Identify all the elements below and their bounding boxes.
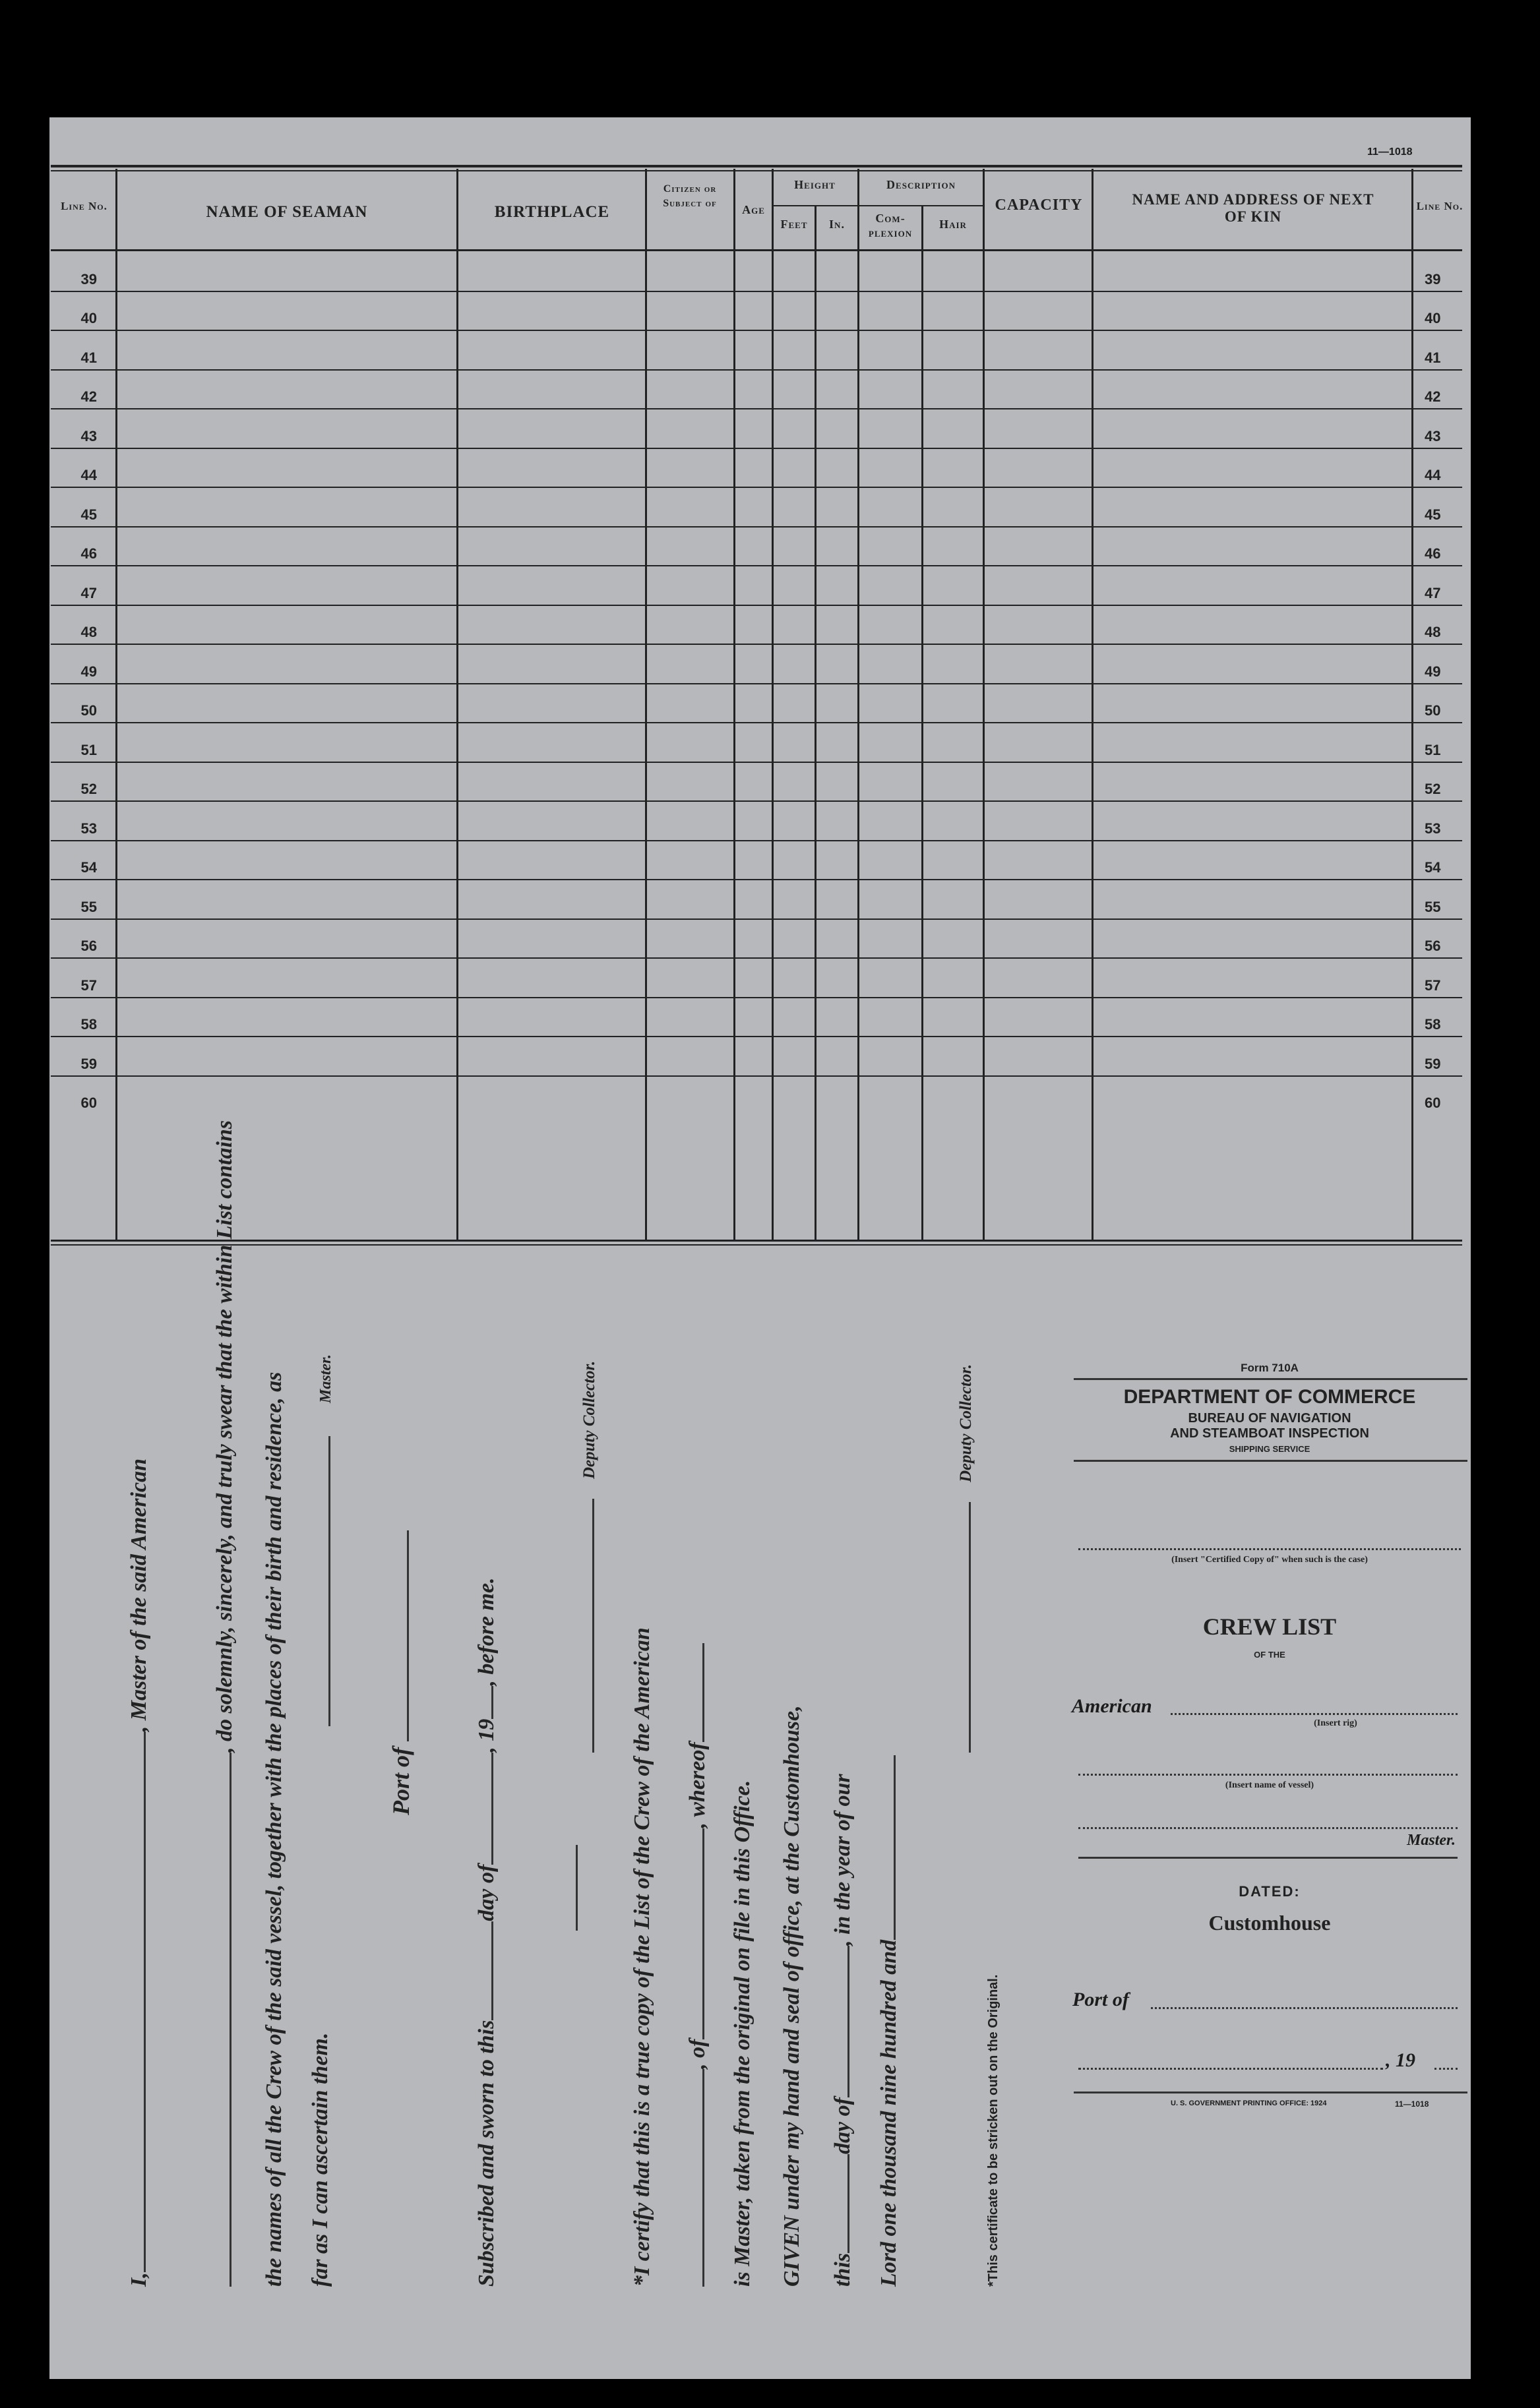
cert-deputy-line bbox=[950, 1364, 977, 1753]
cover-printer: U. S. GOVERNMENT PRINTING OFFICE: 1924 bbox=[1171, 2099, 1327, 2107]
cover-department: DEPARTMENT OF COMMERCE bbox=[1123, 1386, 1416, 1408]
table-row bbox=[49, 998, 1467, 1038]
header-capacity: CAPACITY bbox=[995, 196, 1083, 214]
month-blank[interactable] bbox=[473, 1753, 493, 1865]
master-blank[interactable] bbox=[1078, 1827, 1458, 1829]
oath-line-3: the names of all the Crew of the said vessel, together with the places of their birth and residence, as bbox=[262, 1371, 286, 2287]
table-row bbox=[49, 1037, 1467, 1077]
cover-shipping-service: SHIPPING SERVICE bbox=[1229, 1444, 1310, 1454]
line-number-left: 48 bbox=[80, 624, 97, 640]
line-number-left: 46 bbox=[80, 545, 97, 562]
header-birthplace: BIRTHPLACE bbox=[494, 203, 610, 221]
cert-line-4: GIVEN under my hand and seal of office, at the Customhouse, bbox=[780, 1705, 804, 2287]
table-row bbox=[49, 684, 1467, 724]
cover-port-of: Port of bbox=[1072, 1989, 1129, 2010]
line-number-left: 52 bbox=[80, 781, 97, 797]
table-row bbox=[49, 841, 1467, 881]
oath-master-of-american: , Master of the said American bbox=[127, 1458, 151, 1732]
line-number-left: 44 bbox=[80, 467, 97, 483]
cert-port-blank[interactable] bbox=[684, 1828, 704, 2039]
table-row bbox=[49, 253, 1467, 292]
table-row bbox=[49, 723, 1467, 763]
cert-month-blank[interactable] bbox=[829, 1946, 849, 2097]
subscribed-text: Subscribed and sworn to this bbox=[474, 2020, 499, 2287]
line-number-right: 59 bbox=[1425, 1055, 1441, 1072]
day-of-text: day of bbox=[474, 1864, 499, 1921]
cover-american: American bbox=[1072, 1695, 1152, 1717]
cover-port-blank[interactable] bbox=[1151, 2007, 1458, 2009]
oath-i: I, bbox=[127, 2272, 151, 2287]
line-number-left: 60 bbox=[80, 1095, 97, 1111]
cert-whereof-text: , whereof bbox=[685, 1742, 710, 1828]
cover-of-the: OF THE bbox=[1254, 1650, 1285, 1660]
line-number-left: 54 bbox=[80, 859, 97, 876]
line-number-right: 57 bbox=[1425, 977, 1441, 994]
day-blank[interactable] bbox=[473, 1921, 493, 2020]
line-number-right: 46 bbox=[1425, 545, 1441, 562]
line-number-right: 44 bbox=[1425, 467, 1441, 483]
cert-line-5 bbox=[829, 1774, 855, 2287]
cert-footnote: *This certificate to be stricken out on the Original. bbox=[986, 1974, 1001, 2287]
master-label: Master. bbox=[317, 1354, 334, 1403]
oath-name-blank[interactable] bbox=[125, 1731, 146, 2272]
oath-swear-text: , do solemnly, sincerely, and truly swear that the within List contains bbox=[212, 1120, 237, 1753]
oath-deputy-line bbox=[574, 1361, 600, 1753]
cert-deputy-collector-label: Deputy Collector. bbox=[957, 1364, 975, 1482]
oath-divider bbox=[576, 1845, 578, 1931]
header-feet: Feet bbox=[780, 218, 808, 231]
year-blank[interactable] bbox=[473, 1686, 493, 1719]
cert-vessel-blank[interactable] bbox=[684, 2069, 704, 2287]
oath-line-1 bbox=[125, 1459, 152, 2287]
header-age: Age bbox=[742, 203, 765, 216]
line-number-left: 51 bbox=[80, 741, 97, 758]
line-number-right: 56 bbox=[1425, 938, 1441, 954]
port-blank[interactable] bbox=[388, 1530, 409, 1741]
cover-bureau-1: BUREAU OF NAVIGATION bbox=[1188, 1411, 1351, 1426]
cover-bureau-2: AND STEAMBOAT INSPECTION bbox=[1170, 1426, 1369, 1441]
cover-insert-vessel: (Insert name of vessel) bbox=[1225, 1780, 1314, 1790]
cover-top-rule bbox=[1074, 1378, 1467, 1380]
cover-dated: DATED: bbox=[1239, 1883, 1301, 1900]
cover-form-code: 11—1018 bbox=[1395, 2099, 1429, 2109]
vessel-name-blank[interactable] bbox=[1078, 1774, 1458, 1776]
table-row bbox=[49, 1077, 1467, 1116]
line-number-right: 53 bbox=[1425, 820, 1441, 837]
table-row bbox=[49, 292, 1467, 332]
master-signature-blank[interactable] bbox=[310, 1436, 330, 1726]
line-number-right: 39 bbox=[1425, 270, 1441, 287]
table-row bbox=[49, 606, 1467, 646]
cover-year-blank[interactable] bbox=[1434, 2068, 1458, 2070]
cover-insert-certified: (Insert "Certified Copy of" when such is the case) bbox=[1171, 1555, 1368, 1565]
deputy-collector-label: Deputy Collector. bbox=[580, 1360, 598, 1479]
oath-subscribed-line bbox=[473, 1577, 499, 2287]
cert-line-6 bbox=[875, 1755, 902, 2287]
cover-rule-2 bbox=[1074, 1460, 1467, 1462]
cert-master-blank[interactable] bbox=[684, 1643, 704, 1742]
header-hair: Hair bbox=[939, 218, 967, 231]
corner-form-number: 11—1018 bbox=[1367, 146, 1413, 158]
line-number-left: 49 bbox=[80, 663, 97, 680]
line-number-right: 41 bbox=[1425, 349, 1441, 366]
line-number-right: 45 bbox=[1425, 506, 1441, 523]
table-row bbox=[49, 488, 1467, 527]
cert-day-blank[interactable] bbox=[829, 2154, 849, 2253]
cert-day-of-text: day of bbox=[830, 2097, 855, 2154]
year-text: , 19 bbox=[474, 1718, 499, 1753]
cert-deputy-blank[interactable] bbox=[950, 1502, 971, 1753]
line-number-left: 55 bbox=[80, 898, 97, 915]
before-me-text: , before me. bbox=[474, 1577, 499, 1686]
line-number-left: 42 bbox=[80, 388, 97, 405]
cover-bottom-rule bbox=[1074, 2092, 1467, 2093]
line-number-left: 58 bbox=[80, 1016, 97, 1033]
rig-blank[interactable] bbox=[1171, 1713, 1458, 1715]
cover-year: , 19 bbox=[1386, 2049, 1415, 2071]
line-number-right: 60 bbox=[1425, 1095, 1441, 1111]
line-number-left: 53 bbox=[80, 820, 97, 837]
table-row bbox=[49, 331, 1467, 371]
header-complexion: Com-plexion bbox=[868, 212, 913, 239]
line-number-left: 43 bbox=[80, 427, 97, 444]
table-row bbox=[49, 409, 1467, 449]
deputy-signature-blank[interactable] bbox=[574, 1499, 594, 1753]
header-line-no: Line No. bbox=[61, 200, 108, 212]
port-of-label: Port of bbox=[388, 1747, 414, 1815]
line-number-left: 59 bbox=[80, 1055, 97, 1072]
table-row bbox=[49, 449, 1467, 489]
header-height: Height bbox=[794, 178, 836, 191]
header-name-of-seaman: NAME OF SEAMAN bbox=[206, 203, 368, 221]
table-row bbox=[49, 802, 1467, 841]
table-row bbox=[49, 566, 1467, 606]
table-top-border bbox=[51, 165, 1462, 167]
cert-line-2 bbox=[684, 1643, 710, 2287]
table-row bbox=[49, 645, 1467, 684]
line-number-left: 40 bbox=[80, 310, 97, 326]
table-row bbox=[49, 763, 1467, 802]
table-row bbox=[49, 920, 1467, 959]
oath-line-2 bbox=[211, 1120, 237, 2287]
table-row bbox=[49, 527, 1467, 567]
cover-rule-3 bbox=[1078, 1857, 1458, 1859]
line-number-right: 40 bbox=[1425, 310, 1441, 326]
cover-date-blank[interactable] bbox=[1078, 2068, 1383, 2070]
table-bottom-border-inner bbox=[51, 1244, 1462, 1246]
oath-line-4: far as I can ascertain them. bbox=[308, 2032, 332, 2287]
cover-form-number: Form 710A bbox=[1241, 1362, 1299, 1374]
cover-insert-rig: (Insert rig) bbox=[1314, 1718, 1357, 1728]
line-number-right: 51 bbox=[1425, 741, 1441, 758]
cert-this-text: this bbox=[830, 2252, 855, 2287]
table-top-border-inner bbox=[51, 170, 1462, 171]
line-number-left: 45 bbox=[80, 506, 97, 523]
line-number-right: 55 bbox=[1425, 898, 1441, 915]
cert-line-3: is Master, taken from the original on file in this Office. bbox=[730, 1780, 755, 2287]
table-bottom-border bbox=[51, 1240, 1462, 1242]
line-number-left: 57 bbox=[80, 977, 97, 994]
crew-list-form-page bbox=[49, 117, 1471, 2379]
line-number-right: 48 bbox=[1425, 624, 1441, 640]
cover-title: CREW LIST bbox=[1202, 1613, 1337, 1640]
line-number-right: 58 bbox=[1425, 1016, 1441, 1033]
line-number-left: 39 bbox=[80, 270, 97, 287]
table-row bbox=[49, 880, 1467, 920]
table-row bbox=[49, 371, 1467, 410]
header-bottom-border bbox=[51, 249, 1462, 251]
cover-customhouse: Customhouse bbox=[1208, 1911, 1331, 1935]
line-number-left: 41 bbox=[80, 349, 97, 366]
cert-of-text: , of bbox=[685, 2039, 710, 2069]
line-number-left: 56 bbox=[80, 938, 97, 954]
line-number-left: 50 bbox=[80, 702, 97, 719]
header-line-no-right: Line No. bbox=[1416, 200, 1463, 212]
header-description: Description bbox=[886, 178, 956, 191]
cert-lord-text: Lord one thousand nine hundred and bbox=[877, 1939, 901, 2287]
oath-port-line bbox=[387, 1530, 415, 1815]
line-number-right: 47 bbox=[1425, 584, 1441, 601]
cert-year-text: , in the year of our bbox=[830, 1774, 855, 1946]
line-number-right: 42 bbox=[1425, 388, 1441, 405]
table-row bbox=[49, 959, 1467, 998]
oath-master-line bbox=[310, 1354, 336, 1726]
oath-vessel-blank[interactable] bbox=[211, 1753, 231, 2287]
cert-year-blank[interactable] bbox=[875, 1755, 896, 1940]
cert-line-1: *I certify that this is a true copy of the List of the Crew of the American bbox=[630, 1627, 654, 2287]
line-number-right: 54 bbox=[1425, 859, 1441, 876]
line-number-right: 49 bbox=[1425, 663, 1441, 680]
header-citizen: Citizen or Subject of bbox=[663, 183, 717, 209]
header-next-of-kin: NAME AND ADDRESS OF NEXT OF KIN bbox=[1132, 191, 1374, 225]
line-number-right: 52 bbox=[1425, 781, 1441, 797]
header-inches: In. bbox=[829, 218, 845, 231]
line-number-left: 47 bbox=[80, 584, 97, 601]
line-number-right: 43 bbox=[1425, 427, 1441, 444]
certified-copy-blank[interactable] bbox=[1078, 1548, 1461, 1550]
subheader-divider bbox=[772, 205, 983, 206]
line-number-right: 50 bbox=[1425, 702, 1441, 719]
cover-master: Master. bbox=[1406, 1832, 1456, 1849]
